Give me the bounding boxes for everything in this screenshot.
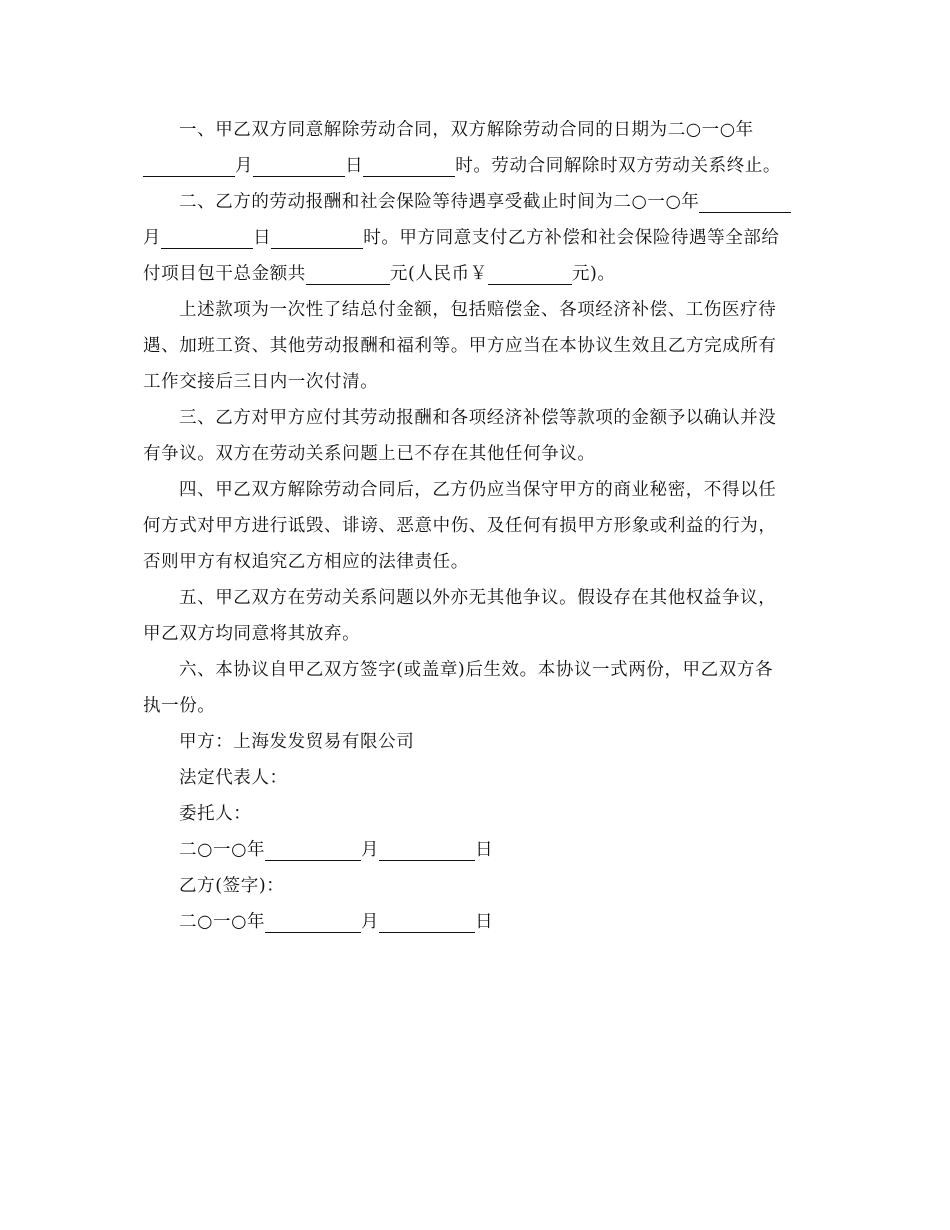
party-b: 乙方(签字)： [179,876,285,896]
clause-3-line-1: 三、乙方对甲方应付其劳动报酬和各项经济补偿等款项的金额予以确认并没 [179,408,777,428]
clause-2-line-1 [143,184,803,220]
clause-2-line-2 [143,220,803,256]
party-a-date [143,832,803,868]
clause-2-text: 二、乙方的劳动报酬和社会保险等待遇享受截止时间为二○一○年 [179,192,700,212]
clause-2-total-label: 付项目包干总金额共 [143,264,306,284]
payment-line-3: 工作交接后三日内一次付清。 [143,372,379,392]
clause-6-line-2: 执一份。 [143,696,216,716]
clause-4-line-3: 否则甲方有权追究乙方相应的法律责任。 [143,552,469,572]
agreement-body [143,112,803,940]
party-a: 甲方：上海发发贸易有限公司 [179,732,415,752]
blank-field [265,910,361,933]
blank-field [379,910,475,933]
blank-field [143,154,235,177]
blank-field [306,262,390,285]
agent: 委托人： [179,804,252,824]
blank-field [699,190,791,213]
clause-6-line-1: 六、本协议自甲乙双方签字(或盖章)后生效。本协议一式两份，甲乙双方各 [179,660,774,680]
year-label: 二○一○年 [179,912,266,932]
clause-5-line-2: 甲乙双方均同意将其放弃。 [143,624,361,644]
clause-1-line-2 [143,148,803,184]
year-label: 二○一○年 [179,840,266,860]
clause-3-line-2: 有争议。双方在劳动关系问题上已不存在其他任何争议。 [143,444,596,464]
blank-field [253,154,345,177]
clause-5-line-1: 五、甲乙双方在劳动关系问题以外亦无其他争议。假设存在其他权益争议， [179,588,777,608]
blank-field [265,838,361,861]
clause-2-end: 元)。 [571,264,616,284]
blank-field [379,838,475,861]
month-label: 月 [361,840,380,860]
clause-4-line-1: 四、甲乙双方解除劳动合同后，乙方仍应当保守甲方的商业秘密，不得以任 [179,480,777,500]
blank-field [271,226,363,249]
clause-2-mid: 时。甲方同意支付乙方补偿和社会保险待遇等全部给 [363,228,780,248]
party-b-date [143,904,803,940]
blank-field [161,226,253,249]
clause-1-tail: 时。劳动合同解除时双方劳动关系终止。 [455,156,782,176]
payment-line-1: 上述款项为一次性了结总付金额，包括赔偿金、各项经济补偿、工伤医疗待 [179,300,777,320]
day-label: 日 [475,912,494,932]
day-label: 日 [345,156,364,176]
clause-4-line-2: 何方式对甲方进行诋毁、诽谤、恶意中伤、及任何有损甲方形象或利益的行为， [143,516,777,536]
day-label: 日 [253,228,272,248]
day-label: 日 [475,840,494,860]
clause-1-line-1: 一、甲乙双方同意解除劳动合同，双方解除劳动合同的日期为二○一○年 [179,120,754,140]
blank-field [363,154,455,177]
clause-2-rmb-label: 元(人民币￥ [389,264,488,284]
legal-representative: 法定代表人： [179,768,288,788]
month-label: 月 [235,156,254,176]
month-label: 月 [143,228,162,248]
blank-field [488,262,572,285]
clause-2-line-3 [143,256,803,292]
payment-line-2: 遇、加班工资、其他劳动报酬和福利等。甲方应当在本协议生效且乙方完成所有 [143,336,777,356]
month-label: 月 [361,912,380,932]
